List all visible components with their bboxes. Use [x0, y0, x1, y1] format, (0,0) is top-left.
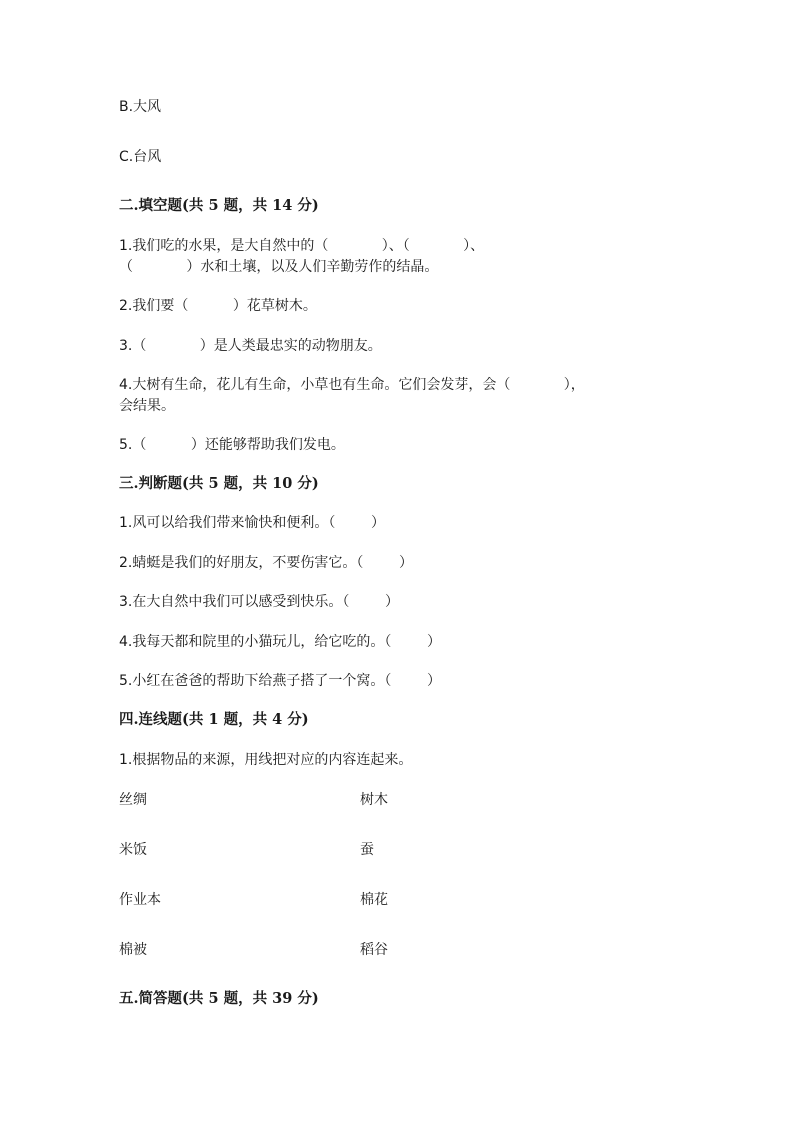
fill-q1-line1: 1.我们吃的水果，是大自然中的（ ）、（ ）、 [119, 238, 485, 254]
matching-right-item: 树木 [360, 792, 388, 808]
tf-q1: 1.风可以给我们带来愉快和便利。（ ） [119, 515, 385, 531]
fill-q1-line2: （ ）水和土壤，以及人们辛勤劳作的结晶。 [119, 259, 439, 275]
tf-q5: 5.小红在爸爸的帮助下给燕子搭了一个窝。（ ） [119, 673, 441, 689]
fill-q4-line2: 会结果。 [119, 398, 175, 414]
matching-right-item: 棉花 [360, 892, 388, 908]
section-heading-fill-blank: 二.填空题(共 5 题，共 14 分) [119, 197, 319, 214]
matching-q1: 1.根据物品的来源，用线把对应的内容连起来。 [119, 752, 413, 768]
matching-left-item: 米饭 [119, 842, 147, 858]
fill-q4-line1: 4.大树有生命，花儿有生命，小草也有生命。它们会发芽，会（ ）， [119, 377, 585, 393]
option-b: B.大风 [119, 99, 162, 115]
section-heading-true-false: 三.判断题(共 5 题，共 10 分) [119, 475, 319, 492]
matching-left-item: 棉被 [119, 942, 147, 958]
fill-q2: 2.我们要（ ）花草树木。 [119, 298, 317, 314]
section-heading-short-answer: 五.简答题(共 5 题，共 39 分) [119, 990, 319, 1007]
fill-q5: 5.（ ）还能够帮助我们发电。 [119, 437, 345, 453]
option-c: C.台风 [119, 149, 162, 165]
fill-q3: 3.（ ）是人类最忠实的动物朋友。 [119, 338, 382, 354]
matching-right-item: 稻谷 [360, 942, 388, 958]
section-heading-matching: 四.连线题(共 1 题，共 4 分) [119, 711, 309, 728]
tf-q4: 4.我每天都和院里的小猫玩儿，给它吃的。（ ） [119, 634, 441, 650]
matching-left-item: 丝绸 [119, 792, 147, 808]
tf-q2: 2.蜻蜓是我们的好朋友，不要伤害它。（ ） [119, 555, 413, 571]
matching-right-item: 蚕 [360, 842, 374, 858]
matching-left-item: 作业本 [119, 892, 161, 908]
tf-q3: 3.在大自然中我们可以感受到快乐。（ ） [119, 594, 399, 610]
